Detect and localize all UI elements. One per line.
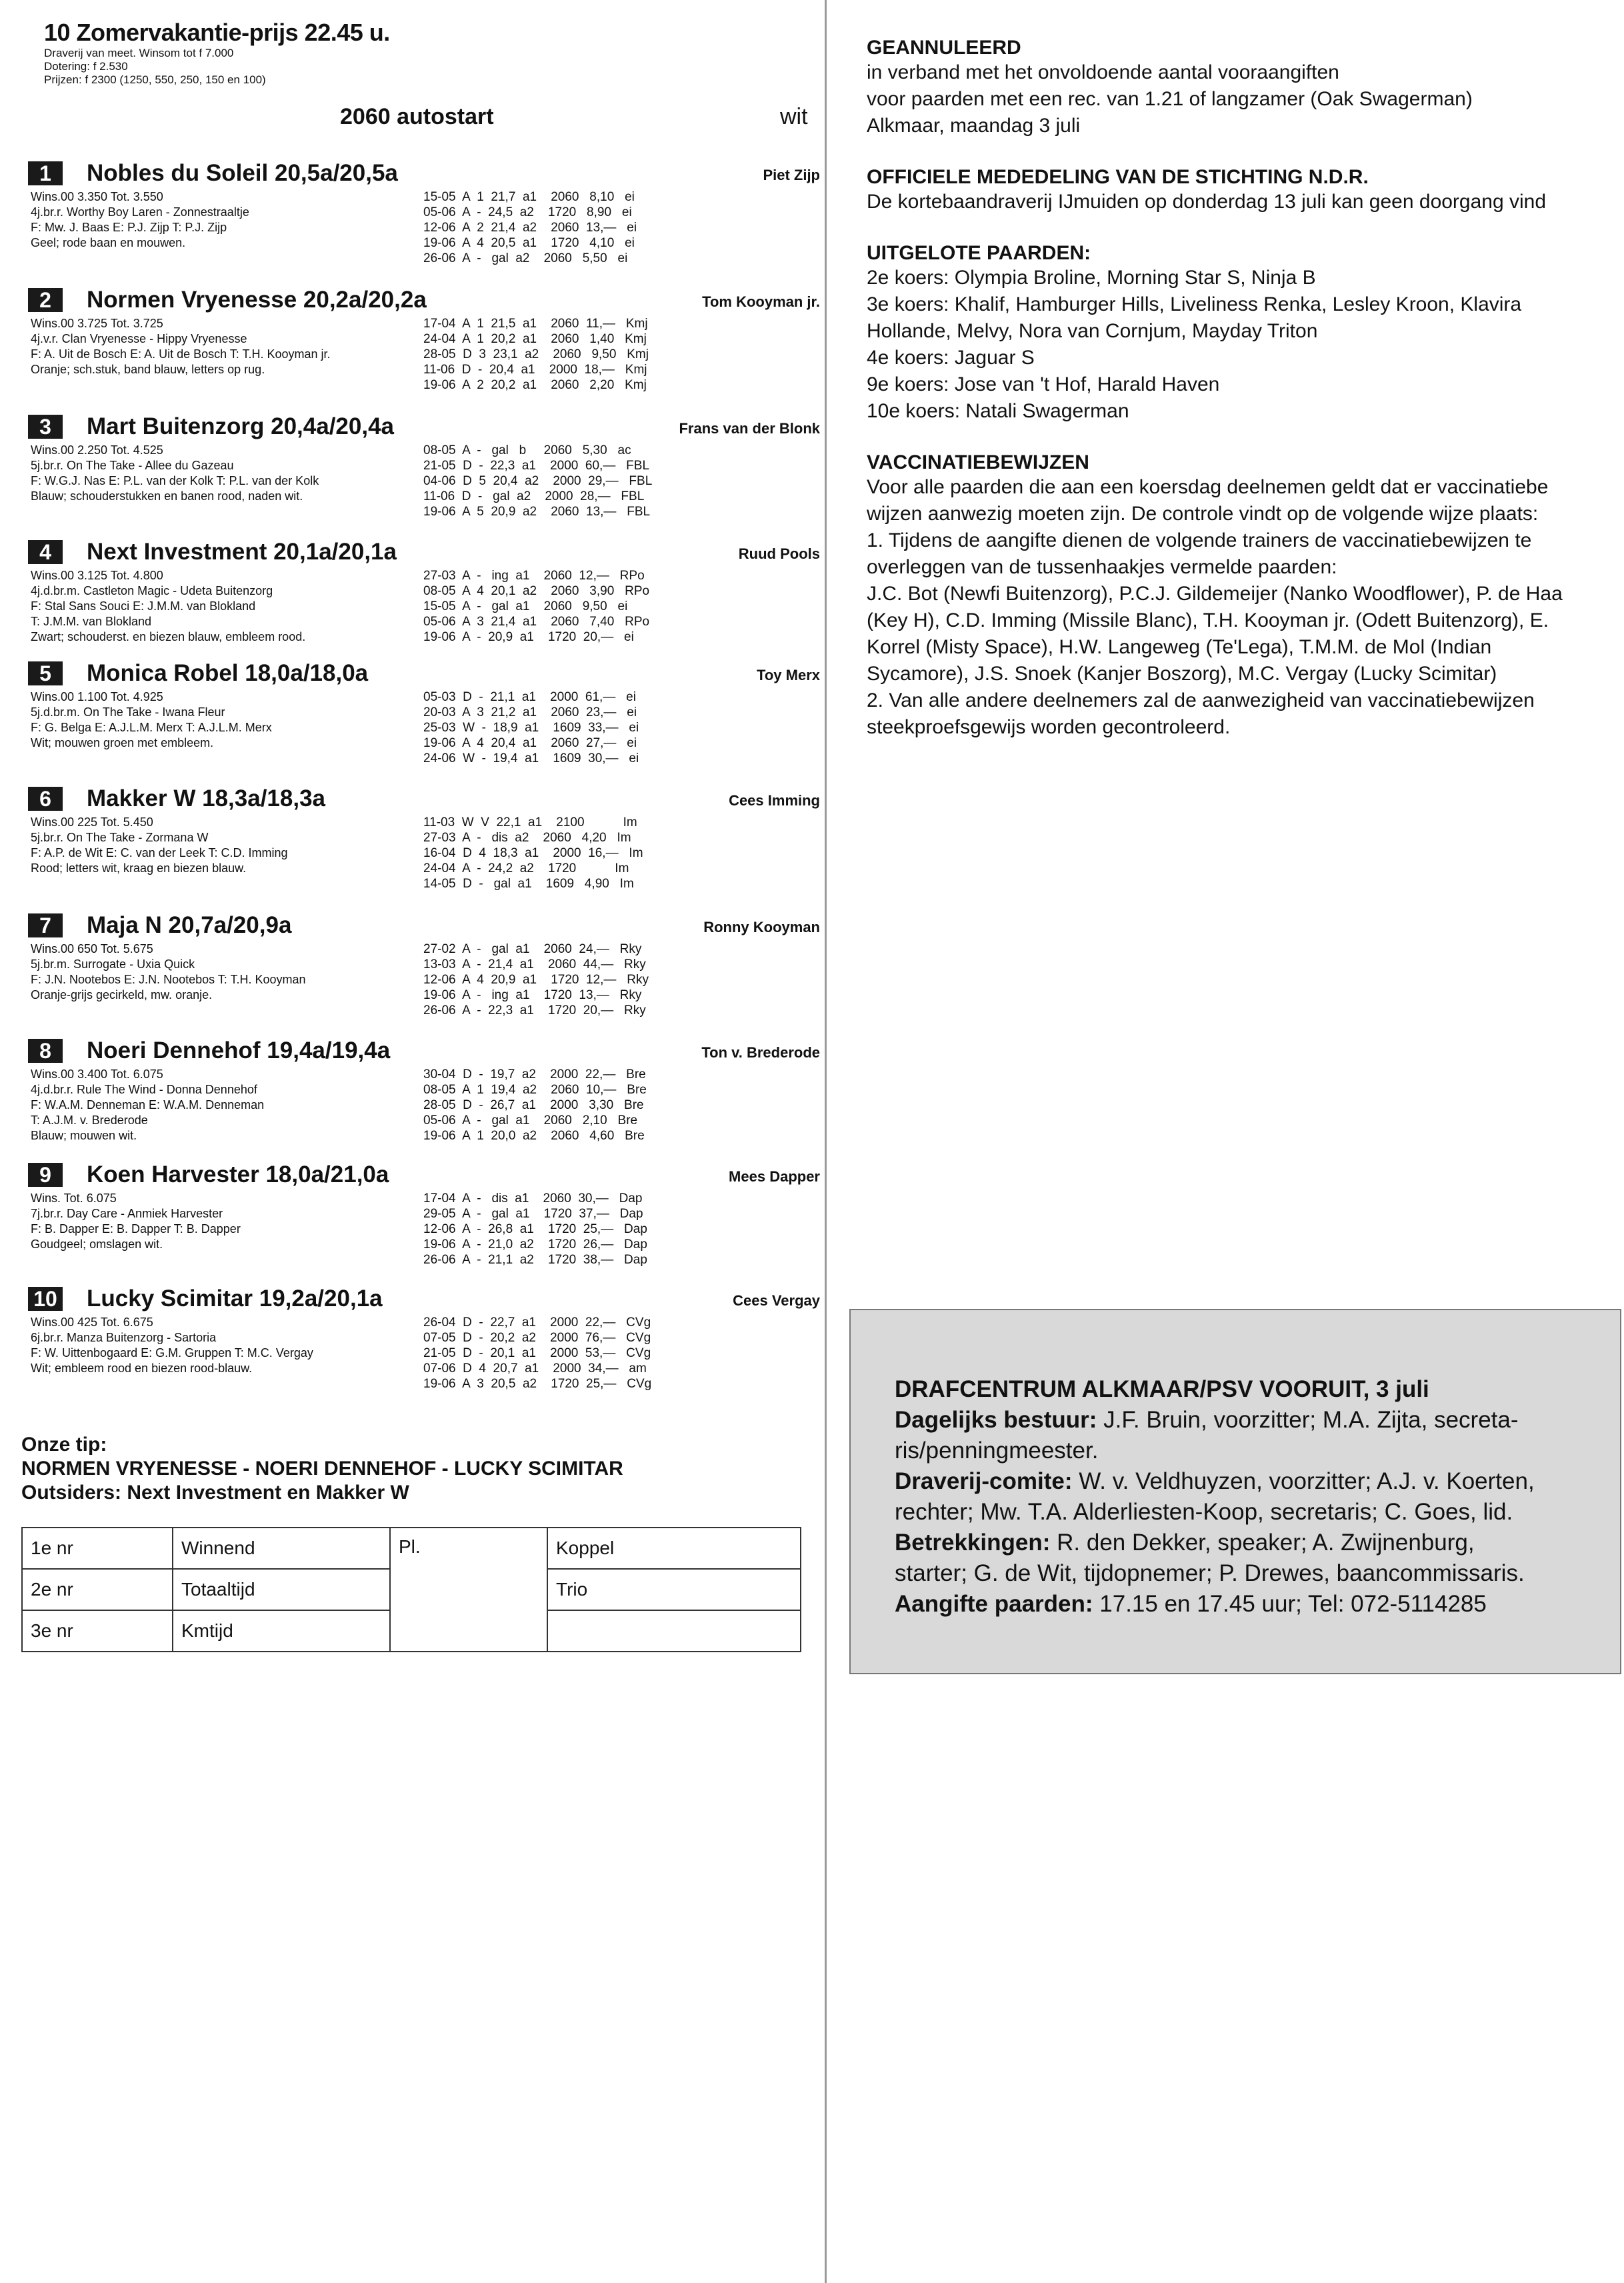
text-line: De kortebaandraverij IJmuiden op donderdag 13 juli kan geen doorgang vind	[867, 191, 1547, 213]
section-uitgelote	[867, 265, 1624, 425]
info-bestuur	[895, 1405, 1601, 1436]
horse-info	[31, 941, 431, 1003]
horse-header	[20, 912, 820, 939]
horse-info-line: Wins.00 2.250 Tot. 4.525	[31, 443, 163, 457]
driver-name: Ruud Pools	[738, 545, 820, 562]
horse-name: Koen Harvester 18,0a/21,0a	[87, 1162, 389, 1188]
horse-info-line: Wins.00 1.100 Tot. 4.925	[31, 690, 163, 703]
horse-entry	[20, 660, 820, 773]
text-line: Hollande, Melvy, Nora van Cornjum, Mayday Triton	[867, 320, 1318, 342]
start-number-badge: 9	[28, 1163, 63, 1187]
result-row: 26-04 D - 22,7 a1 2000 22,— CVg	[423, 1316, 651, 1330]
horse-info-line: Wit; mouwen groen met embleem.	[31, 736, 214, 749]
info-box-content	[895, 1374, 1601, 1620]
result-row: 17-04 A - dis a1 2060 30,— Dap	[423, 1192, 643, 1206]
section-title-uitgelote: UITGELOTE PAARDEN:	[867, 242, 1091, 264]
result-row: 21-05 D - 22,3 a1 2000 60,— FBL	[423, 459, 650, 473]
result-row: 30-04 D - 19,7 a2 2000 22,— Bre	[423, 1067, 646, 1081]
betrekkingen-label: Betrekkingen:	[895, 1530, 1051, 1556]
result-row: 21-05 D - 20,1 a1 2000 53,— CVg	[423, 1346, 651, 1360]
driver-name: Cees Imming	[729, 792, 820, 809]
horse-entry	[20, 287, 820, 400]
driver-name: Frans van der Blonk	[679, 420, 820, 437]
recent-results	[423, 189, 637, 266]
horse-info	[31, 1067, 431, 1144]
info-comite	[895, 1466, 1601, 1497]
horse-info	[31, 815, 431, 876]
start-number-badge: 1	[28, 161, 63, 185]
horse-info-line: F: W.G.J. Nas E: P.L. van der Kolk T: P.L. van der Kolk	[31, 474, 319, 487]
horse-info	[31, 1191, 431, 1252]
result-row: 26-06 A - 21,1 a2 1720 38,— Dap	[423, 1253, 647, 1267]
horse-header	[20, 785, 820, 812]
horse-info-line: F: W.A.M. Denneman E: W.A.M. Denneman	[31, 1098, 265, 1111]
bestuur-text: J.F. Bruin, voorzitter; M.A. Zijta, secreta-	[1097, 1407, 1519, 1433]
driver-name: Cees Vergay	[733, 1292, 820, 1309]
section-vaccinatie	[867, 474, 1624, 741]
result-row: 19-06 A 4 20,5 a1 1720 4,10 ei	[423, 236, 635, 250]
race-conditions: Draverij van meet. Winsom tot f 7.000	[44, 47, 234, 59]
horse-info-line: Wins.00 425 Tot. 6.675	[31, 1316, 153, 1329]
result-row: 19-06 A - 21,0 a2 1720 26,— Dap	[423, 1238, 647, 1252]
result-row: 12-06 A - 26,8 a1 1720 25,— Dap	[423, 1222, 647, 1236]
section-title-officiele: OFFICIELE MEDEDELING VAN DE STICHTING N.D.R.	[867, 166, 1369, 188]
start-number-badge: 10	[28, 1287, 63, 1311]
result-row: 19-06 A 5 20,9 a2 2060 13,— FBL	[423, 505, 651, 519]
result-row: 08-05 A 1 19,4 a2 2060 10,— Bre	[423, 1083, 647, 1097]
horse-entry	[20, 785, 820, 899]
horse-entry	[20, 1162, 820, 1275]
race-dotering: Dotering: f 2.530	[44, 60, 128, 73]
horse-info-line: Blauw; schouderstukken en banen rood, naden wit.	[31, 489, 303, 503]
horse-header	[20, 660, 820, 687]
result-row: 14-05 D - gal a1 1609 4,90 Im	[423, 877, 634, 891]
horse-info-line: 5j.br.r. On The Take - Allee du Gazeau	[31, 459, 234, 472]
horse-entry	[20, 1286, 820, 1399]
start-number-badge: 6	[28, 787, 63, 811]
comite-label: Draverij-comite:	[895, 1468, 1073, 1494]
horse-info-line: Wins.00 3.725 Tot. 3.725	[31, 317, 163, 330]
start-number-badge: 8	[28, 1039, 63, 1063]
horse-info-line: Oranje; sch.stuk, band blauw, letters op rug.	[31, 363, 265, 376]
table-cell: Pl.	[390, 1528, 547, 1652]
table-row	[22, 1528, 801, 1569]
horse-info-line: Wins.00 3.125 Tot. 4.800	[31, 569, 163, 582]
result-row: 15-05 A - gal a1 2060 9,50 ei	[423, 599, 628, 613]
driver-name: Ton v. Brederode	[701, 1044, 820, 1061]
driver-name: Toy Merx	[757, 667, 820, 683]
table-cell: 1e nr	[22, 1528, 173, 1569]
horse-info-line: Zwart; schouderst. en biezen blauw, embleem rood.	[31, 630, 306, 643]
driver-name: Tom Kooyman jr.	[702, 293, 820, 310]
horse-name: Nobles du Soleil 20,5a/20,5a	[87, 160, 398, 186]
section-geannuleerd	[867, 59, 1624, 139]
horse-info	[31, 1315, 431, 1376]
horse-info	[31, 189, 431, 251]
horse-name: Mart Buitenzorg 20,4a/20,4a	[87, 413, 394, 439]
horse-info	[31, 689, 431, 751]
table-cell: 3e nr	[22, 1610, 173, 1652]
horse-header	[20, 1286, 820, 1312]
horse-info-line: T: J.M.M. van Blokland	[31, 615, 152, 628]
horse-entry	[20, 413, 820, 527]
horse-header	[20, 287, 820, 313]
text-line: Voor alle paarden die aan een koersdag deelnemen geldt dat er vaccinatiebe	[867, 476, 1549, 498]
section-title-vaccinatie: VACCINATIEBEWIJZEN	[867, 451, 1089, 473]
result-row: 27-03 A - dis a2 2060 4,20 Im	[423, 831, 631, 845]
announcements	[867, 37, 1624, 741]
info-betrekkingen-cont: starter; G. de Wit, tijdopnemer; P. Drewes, baancommissaris.	[895, 1560, 1525, 1586]
horse-info-line: Wins.00 3.400 Tot. 6.075	[31, 1067, 163, 1081]
horse-entry	[20, 539, 820, 652]
horse-info	[31, 316, 431, 377]
result-row: 19-06 A 4 20,4 a1 2060 27,— ei	[423, 736, 637, 750]
horse-info	[31, 568, 431, 645]
horse-info-line: 4j.v.r. Clan Vryenesse - Hippy Vryenesse	[31, 332, 247, 345]
text-line: in verband met het onvoldoende aantal vooraangiften	[867, 61, 1339, 83]
horse-info-line: Goudgeel; omslagen wit.	[31, 1238, 163, 1251]
race-color: wit	[780, 104, 808, 129]
result-row: 20-03 A 3 21,2 a1 2060 23,— ei	[423, 705, 637, 719]
result-row: 11-03 W V 22,1 a1 2100 Im	[423, 815, 637, 829]
info-aangifte	[895, 1589, 1601, 1620]
result-row: 05-06 A - 24,5 a2 1720 8,90 ei	[423, 205, 632, 219]
bestuur-label: Dagelijks bestuur:	[895, 1407, 1097, 1433]
result-row: 12-06 A 4 20,9 a1 1720 12,— Rky	[423, 973, 649, 987]
result-row: 05-03 D - 21,1 a1 2000 61,— ei	[423, 690, 636, 704]
recent-results	[423, 443, 652, 519]
result-row: 11-06 D - 20,4 a1 2000 18,— Kmj	[423, 363, 647, 377]
horse-info-line: Wins.00 3.350 Tot. 3.550	[31, 190, 163, 203]
text-line: 10e koers: Natali Swagerman	[867, 400, 1129, 422]
info-comite-cont: rechter; Mw. T.A. Alderliesten-Koop, secretaris; C. Goes, lid.	[895, 1499, 1513, 1525]
result-row: 19-06 A - ing a1 1720 13,— Rky	[423, 988, 642, 1002]
result-row: 07-06 D 4 20,7 a1 2000 34,— am	[423, 1362, 647, 1376]
text-line: Alkmaar, maandag 3 juli	[867, 115, 1081, 137]
horse-name: Makker W 18,3a/18,3a	[87, 785, 326, 811]
result-row: 07-05 D - 20,2 a2 2000 76,— CVg	[423, 1331, 651, 1345]
table-cell: Winnend	[173, 1528, 390, 1569]
section-officiele	[867, 189, 1624, 215]
race-distance-row	[20, 104, 813, 133]
driver-name: Ronny Kooyman	[703, 919, 820, 935]
horse-info-line: F: Mw. J. Baas E: P.J. Zijp T: P.J. Zijp	[31, 221, 227, 234]
bet-result-table	[21, 1527, 801, 1652]
text-line: 1. Tijdens de aangifte dienen de volgende trainers de vaccinatiebewijzen te	[867, 529, 1532, 551]
result-row: 26-06 A - 22,3 a1 1720 20,— Rky	[423, 1003, 646, 1017]
recent-results	[423, 815, 643, 891]
horse-info-line: F: J.N. Nootebos E: J.N. Nootebos T: T.H. Kooyman	[31, 973, 306, 986]
race-distance: 2060 autostart	[340, 104, 494, 129]
result-row: 13-03 A - 21,4 a1 2060 44,— Rky	[423, 957, 646, 971]
race-prizes: Prijzen: f 2300 (1250, 550, 250, 150 en 100)	[44, 73, 266, 86]
table-cell: Totaaltijd	[173, 1569, 390, 1610]
result-row: 27-03 A - ing a1 2060 12,— RPo	[423, 569, 645, 583]
result-row: 08-05 A - gal b 2060 5,30 ac	[423, 443, 631, 457]
horse-header	[20, 413, 820, 440]
result-row: 17-04 A 1 21,5 a1 2060 11,— Kmj	[423, 317, 648, 331]
result-row: 24-06 W - 19,4 a1 1609 30,— ei	[423, 751, 639, 765]
horse-info-line: 6j.br.r. Manza Buitenzorg - Sartoria	[31, 1331, 217, 1344]
horse-info-line: 5j.br.r. On The Take - Zormana W	[31, 831, 209, 844]
horse-info-line: Wit; embleem rood en biezen rood-blauw.	[31, 1362, 253, 1375]
horse-info-line: Wins.00 225 Tot. 5.450	[31, 815, 153, 829]
horse-name: Lucky Scimitar 19,2a/20,1a	[87, 1286, 383, 1312]
race-card	[20, 19, 820, 1641]
horse-info-line: F: A. Uit de Bosch E: A. Uit de Bosch T: T.H. Kooyman jr.	[31, 347, 331, 361]
horse-header	[20, 160, 820, 187]
result-row: 08-05 A 4 20,1 a2 2060 3,90 RPo	[423, 584, 650, 598]
horse-entry	[20, 912, 820, 1025]
result-row: 24-04 A 1 20,2 a1 2060 1,40 Kmj	[423, 332, 647, 346]
section-title-geannuleerd: GEANNULEERD	[867, 37, 1021, 59]
horse-name: Normen Vryenesse 20,2a/20,2a	[87, 287, 427, 313]
start-number-badge: 2	[28, 288, 63, 312]
start-number-badge: 3	[28, 415, 63, 439]
horse-info-line: Wins. Tot. 6.075	[31, 1192, 117, 1205]
text-line: voor paarden met een rec. van 1.21 of langzamer (Oak Swagerman)	[867, 88, 1473, 110]
horse-info-line: 4j.br.r. Worthy Boy Laren - Zonnestraaltje	[31, 205, 249, 219]
start-number-badge: 7	[28, 913, 63, 937]
horse-info-line: F: B. Dapper E: B. Dapper T: B. Dapper	[31, 1222, 241, 1236]
horse-entry	[20, 1037, 820, 1151]
table-cell: 2e nr	[22, 1569, 173, 1610]
betrekkingen-text: R. den Dekker, speaker; A. Zwijnenburg,	[1050, 1530, 1475, 1556]
horse-info	[31, 443, 431, 504]
column-divider	[825, 0, 827, 2283]
result-row: 29-05 A - gal a1 1720 37,— Dap	[423, 1207, 643, 1221]
horse-name: Maja N 20,7a/20,9a	[87, 912, 292, 938]
table-cell	[547, 1610, 801, 1652]
result-row: 24-04 A - 24,2 a2 1720 Im	[423, 861, 629, 875]
horse-info-line: 5j.br.m. Surrogate - Uxia Quick	[31, 957, 195, 971]
horse-name: Monica Robel 18,0a/18,0a	[87, 660, 369, 686]
result-row: 11-06 D - gal a2 2000 28,— FBL	[423, 489, 645, 503]
aangifte-label: Aangifte paarden:	[895, 1591, 1093, 1617]
horse-info-line: T: A.J.M. v. Brederode	[31, 1113, 148, 1127]
text-line: steekproefsgewijs worden gecontroleerd.	[867, 716, 1231, 738]
driver-name: Piet Zijp	[763, 167, 820, 183]
horse-name: Noeri Dennehof 19,4a/19,4a	[87, 1037, 391, 1063]
recent-results	[423, 568, 649, 645]
horse-info-line: Geel; rode baan en mouwen.	[31, 236, 186, 249]
table-cell: Kmtijd	[173, 1610, 390, 1652]
result-row: 16-04 D 4 18,3 a1 2000 16,— Im	[423, 846, 643, 860]
recent-results	[423, 1315, 651, 1392]
horse-header	[20, 539, 820, 565]
start-number-badge: 5	[28, 661, 63, 685]
text-line: (Key H), C.D. Imming (Missile Blanc), T.H. Kooyman jr. (Odett Buitenzorg), E.	[867, 609, 1549, 631]
text-line: 2. Van alle andere deelnemers zal de aanwezigheid van vaccinatiebewijzen	[867, 689, 1535, 711]
horse-header	[20, 1162, 820, 1188]
recent-results	[423, 1191, 647, 1268]
horse-info-line: Oranje-grijs gecirkeld, mw. oranje.	[31, 988, 213, 1001]
comite-text: W. v. Veldhuyzen, voorzitter; A.J. v. Koerten,	[1072, 1468, 1535, 1494]
horse-info-line: 7j.br.r. Day Care - Anmiek Harvester	[31, 1207, 223, 1220]
horse-info-line: F: A.P. de Wit E: C. van der Leek T: C.D. Imming	[31, 846, 288, 859]
tip-picks: NORMEN VRYENESSE - NOERI DENNEHOF - LUCKY SCIMITAR	[21, 1458, 623, 1480]
horse-entry	[20, 160, 820, 273]
horse-info-line: 4j.d.br.r. Rule The Wind - Donna Dennehof	[31, 1083, 257, 1096]
result-row: 19-06 A - 20,9 a1 1720 20,— ei	[423, 630, 634, 644]
result-row: 04-06 D 5 20,4 a2 2000 29,— FBL	[423, 474, 653, 488]
recent-results	[423, 316, 649, 393]
text-line: wijzen aanwezig moeten zijn. De controle vindt op de volgende wijze plaats:	[867, 503, 1539, 525]
horse-info-line: Rood; letters wit, kraag en biezen blauw.	[31, 861, 247, 875]
info-betrekkingen	[895, 1528, 1601, 1558]
horse-info-line: F: G. Belga E: A.J.L.M. Merx T: A.J.L.M. Merx	[31, 721, 272, 734]
horse-name: Next Investment 20,1a/20,1a	[87, 539, 397, 565]
result-row: 27-02 A - gal a1 2060 24,— Rky	[423, 942, 642, 956]
table-cell: Koppel	[547, 1528, 801, 1569]
recent-results	[423, 941, 649, 1018]
text-line: 4e koers: Jaguar S	[867, 347, 1035, 369]
aangifte-text: 17.15 en 17.45 uur; Tel: 072-5114285	[1093, 1591, 1487, 1617]
result-row: 28-05 D - 26,7 a1 2000 3,30 Bre	[423, 1098, 644, 1112]
result-row: 25-03 W - 18,9 a1 1609 33,— ei	[423, 721, 639, 735]
recent-results	[423, 1067, 647, 1144]
race-title: 10 Zomervakantie-prijs 22.45 u.	[44, 19, 390, 46]
result-row: 05-06 A 3 21,4 a1 2060 7,40 RPo	[423, 615, 650, 629]
start-number-badge: 4	[28, 540, 63, 564]
tip-outsiders: Outsiders: Next Investment en Makker W	[21, 1482, 409, 1504]
horse-info-line: F: Stal Sans Souci E: J.M.M. van Blokland	[31, 599, 256, 613]
result-row: 19-06 A 1 20,0 a2 2060 4,60 Bre	[423, 1129, 645, 1143]
result-row: 19-06 A 3 20,5 a2 1720 25,— CVg	[423, 1377, 652, 1391]
horse-header	[20, 1037, 820, 1064]
info-box-title: DRAFCENTRUM ALKMAAR/PSV VOORUIT, 3 juli	[895, 1376, 1429, 1402]
result-row: 05-06 A - gal a1 2060 2,10 Bre	[423, 1113, 638, 1127]
tip-section	[21, 1434, 821, 1504]
result-row: 28-05 D 3 23,1 a2 2060 9,50 Kmj	[423, 347, 649, 361]
driver-name: Mees Dapper	[729, 1168, 820, 1185]
drafcentrum-info-box	[849, 1309, 1621, 1674]
horse-info-line: Blauw; mouwen wit.	[31, 1129, 137, 1142]
result-row: 12-06 A 2 21,4 a2 2060 13,— ei	[423, 221, 637, 235]
horse-info-line: F: W. Uittenbogaard E: G.M. Gruppen T: M.C. Vergay	[31, 1346, 313, 1360]
result-row: 26-06 A - gal a2 2060 5,50 ei	[423, 251, 628, 265]
horse-info-line: 5j.d.br.m. On The Take - Iwana Fleur	[31, 705, 225, 719]
tip-label: Onze tip:	[21, 1434, 107, 1456]
table-cell: Trio	[547, 1569, 801, 1610]
text-line: Sycamore), J.S. Snoek (Kanjer Boszorg), M.C. Vergay (Lucky Scimitar)	[867, 663, 1497, 685]
text-line: J.C. Bot (Newfi Buitenzorg), P.C.J. Gildemeijer (Nanko Woodflower), P. de Haa	[867, 583, 1563, 605]
horse-info-line: Wins.00 650 Tot. 5.675	[31, 942, 153, 955]
text-line: overleggen van de tussenhaakjes vermelde paarden:	[867, 556, 1337, 578]
text-line: 9e koers: Jose van 't Hof, Harald Haven	[867, 373, 1220, 395]
info-bestuur-cont: ris/penningmeester.	[895, 1438, 1099, 1464]
recent-results	[423, 689, 639, 766]
text-line: 2e koers: Olympia Broline, Morning Star S, Ninja B	[867, 267, 1316, 289]
text-line: 3e koers: Khalif, Hamburger Hills, Liveliness Renka, Lesley Kroon, Klavira	[867, 293, 1522, 315]
result-row: 15-05 A 1 21,7 a1 2060 8,10 ei	[423, 190, 635, 204]
text-line: Korrel (Misty Space), H.W. Langeweg (Te'Lega), T.M.M. de Mol (Indian	[867, 636, 1492, 658]
result-row: 19-06 A 2 20,2 a1 2060 2,20 Kmj	[423, 378, 647, 392]
horse-info-line: 4j.d.br.m. Castleton Magic - Udeta Buitenzorg	[31, 584, 273, 597]
